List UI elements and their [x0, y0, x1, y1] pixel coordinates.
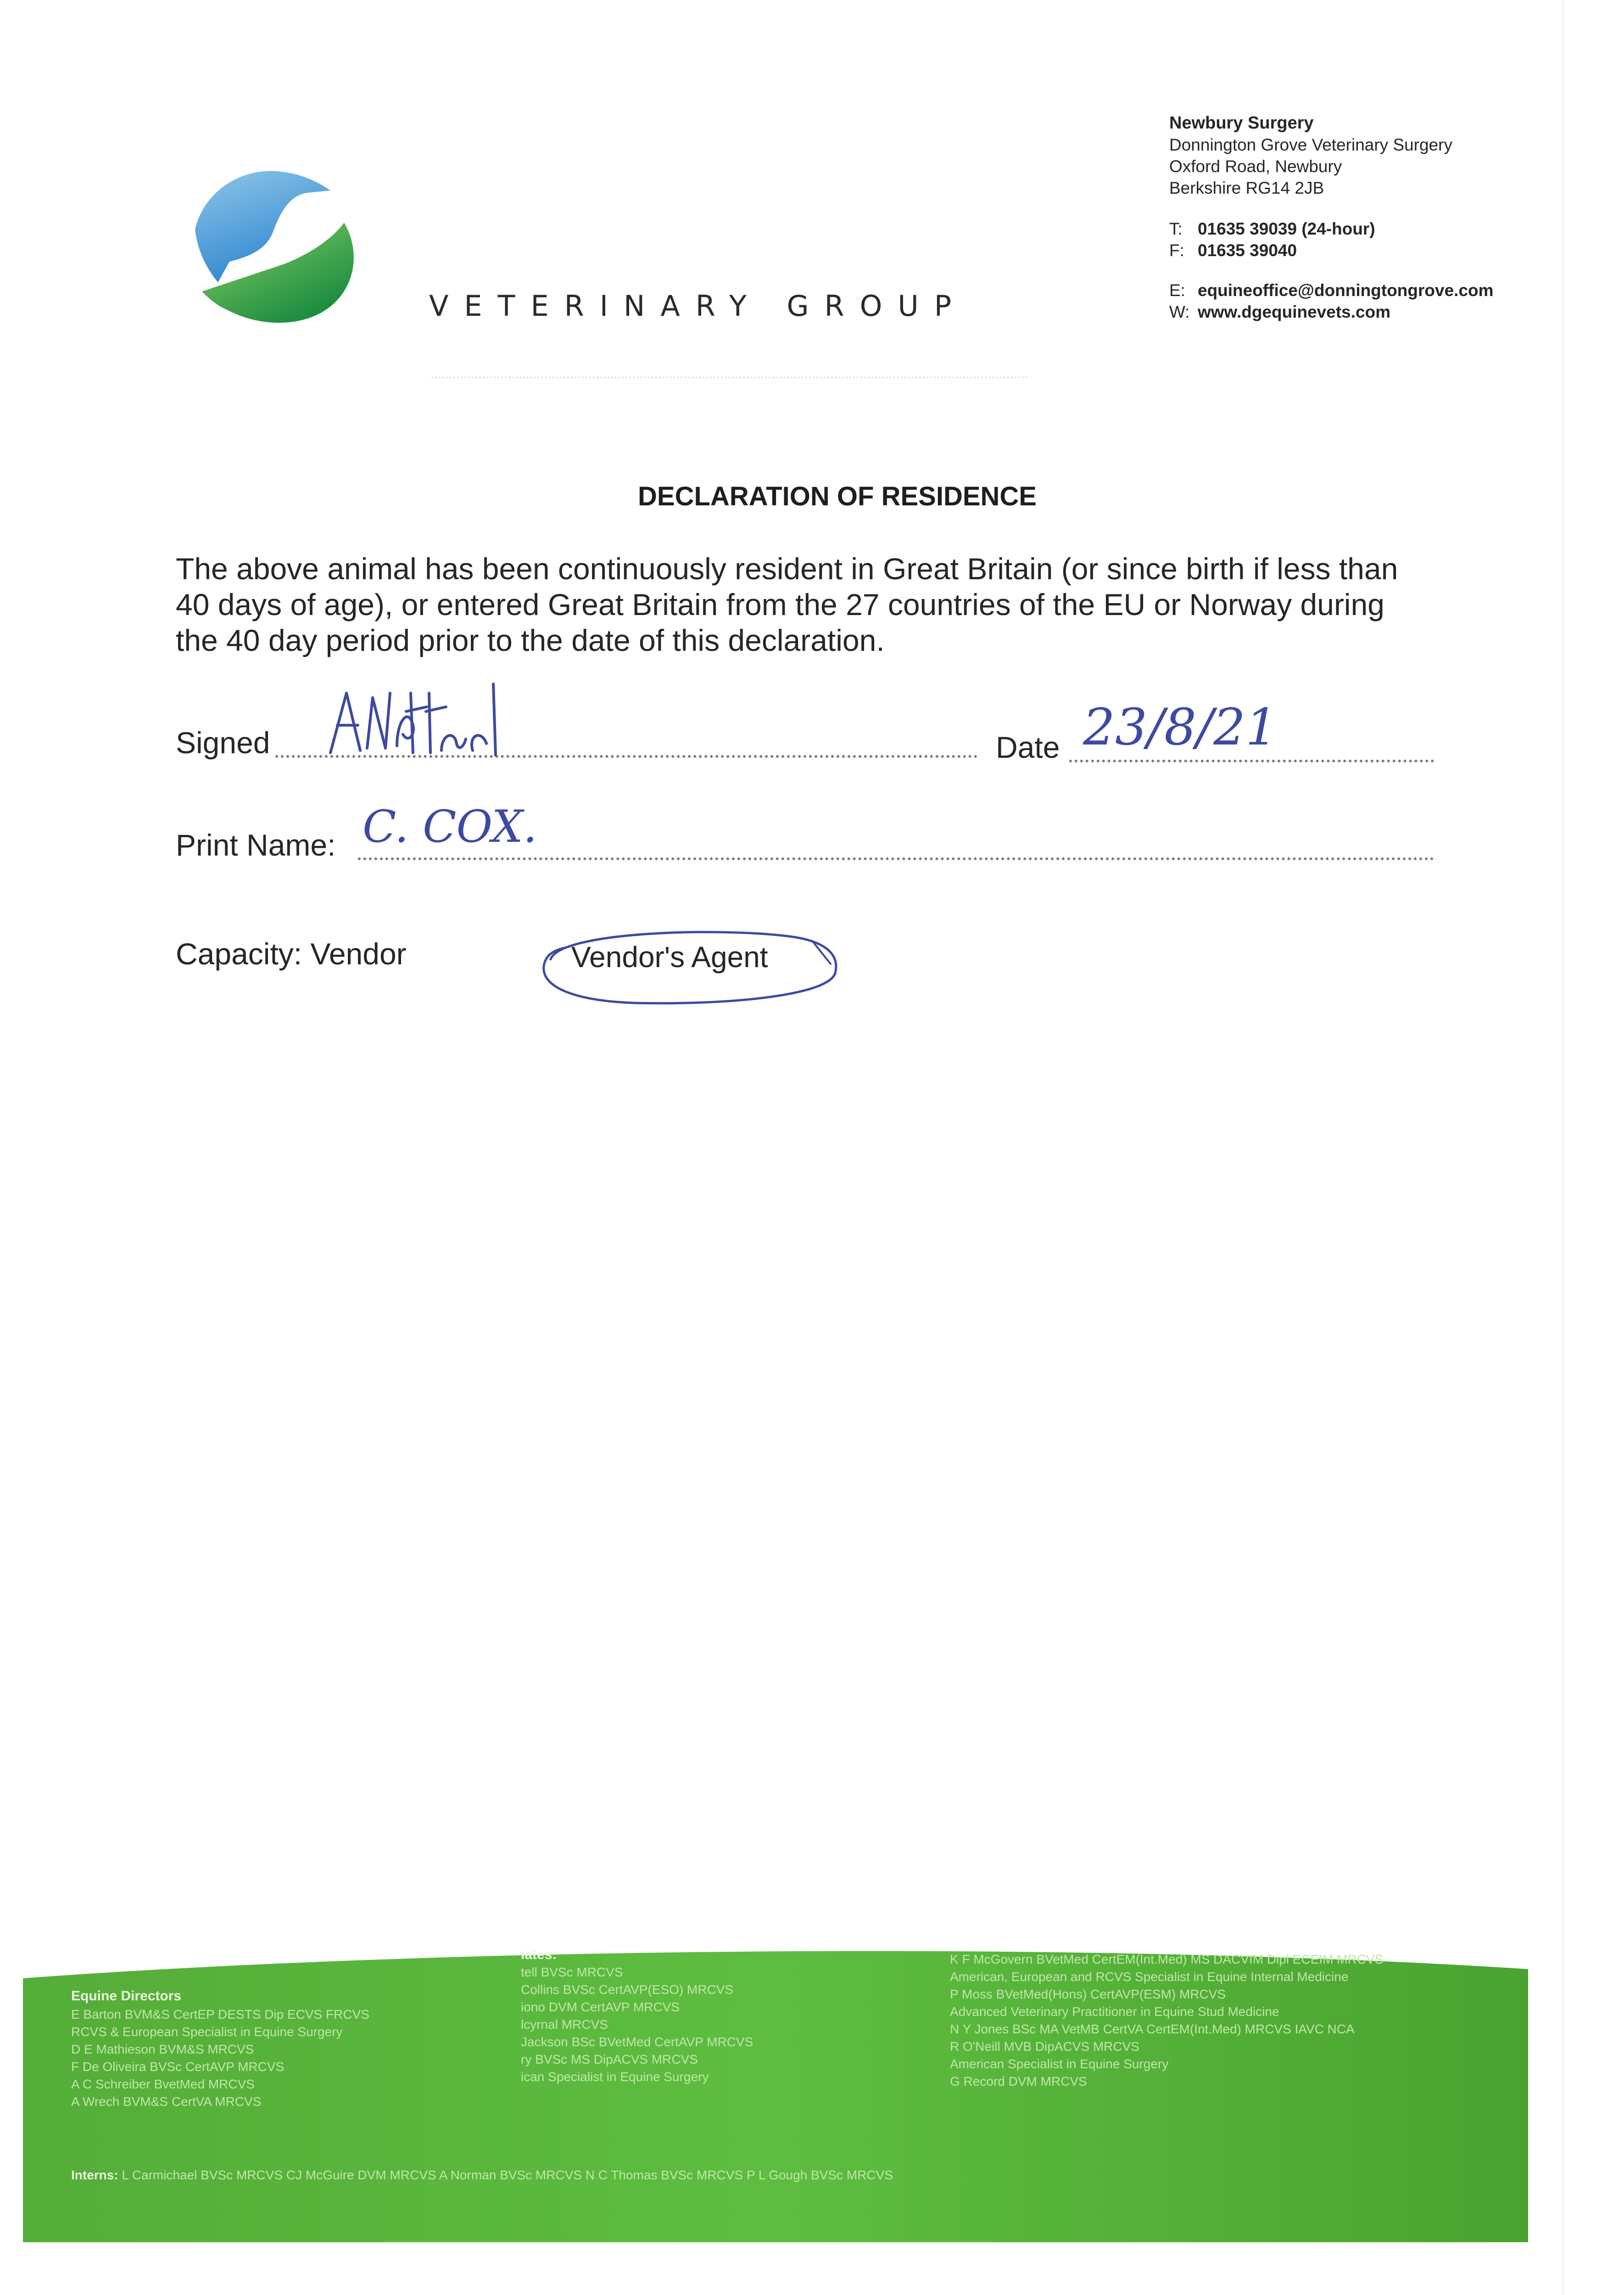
associate-3: iono DVM CertAVP MRCVS	[521, 2000, 680, 2014]
signed-label: Signed	[176, 726, 270, 760]
print-name-line	[358, 857, 1434, 860]
email-label: E:	[1169, 281, 1185, 300]
letterhead-divider	[431, 376, 1028, 378]
date-line	[1069, 760, 1434, 762]
capacity-label: Capacity: Vendor	[176, 937, 407, 971]
consultant-4: Advanced Veterinary Practitioner in Equine Stud Medicine	[950, 2004, 1279, 2019]
body-line-2: 40 days of age), or entered Great Britain from the 27 countries of the EU or Norway during	[176, 588, 1385, 621]
director-2: RCVS & European Specialist in Equine Surgery	[71, 2025, 343, 2039]
phone-line	[1169, 218, 1582, 240]
body-line-1: The above animal has been continuously resident in Great Britain (or since birth if less than	[176, 552, 1398, 586]
footer-associates-list	[521, 1964, 753, 2086]
consultant-7: American Specialist in Equine Surgery	[950, 2057, 1169, 2071]
director-3: D E Mathieson BVM&S MRCVS	[71, 2042, 254, 2056]
address-line-1: Donnington Grove Veterinary Surgery	[1169, 135, 1453, 154]
phone-label: T:	[1169, 219, 1183, 238]
consultant-6: R O'Neill MVB DipACVS MRCVS	[950, 2039, 1139, 2054]
associate-4: lcyrnal MRCVS	[521, 2017, 608, 2032]
footer-interns-line	[71, 2166, 893, 2184]
document-title-text: DECLARATION OF RESIDENCE	[638, 481, 1037, 511]
associate-2: Collins BVSc CertAVP(ESO) MRCVS	[521, 1982, 734, 1997]
consultant-3: P Moss BVetMed(Hons) CertAVP(ESM) MRCVS	[950, 1987, 1226, 2001]
footer-associates-heading: iates:	[521, 1947, 557, 1962]
director-1: E Barton BVM&S CertEP DESTS Dip ECVS FRCVS	[71, 2007, 369, 2021]
associate-6: ry BVSc MS DipACVS MRCVS	[521, 2052, 698, 2066]
print-name-label: Print Name:	[176, 828, 336, 862]
consultant-8: G Record DVM MRCVS	[950, 2074, 1087, 2088]
veterinary-group-logo	[193, 158, 363, 328]
document-title	[0, 481, 1624, 512]
associate-1: tell BVSc MRCVS	[521, 1965, 623, 1979]
capacity-vendors-agent: Vendor's Agent	[571, 940, 768, 974]
director-5: A C Schreiber BvetMed MRCVS	[71, 2077, 255, 2091]
declaration-body	[176, 551, 1451, 658]
email-address: equineoffice@donningtongrove.com	[1198, 281, 1494, 300]
fax-line	[1169, 240, 1582, 261]
handwritten-print-name: C. COX.	[363, 801, 537, 852]
consultant-5: N Y Jones BSc MA VetMB CertVA CertEM(Int.Med) MRCVS IAVC NCA	[950, 2022, 1355, 2036]
surgery-name: Newbury Surgery	[1169, 113, 1314, 133]
footer-interns-label: Interns:	[71, 2168, 118, 2182]
body-line-3: the 40 day period prior to the date of this declaration.	[176, 623, 885, 657]
handwritten-signature	[321, 675, 514, 767]
web-line	[1169, 301, 1582, 323]
phone-number: 01635 39039 (24-hour)	[1198, 219, 1375, 238]
director-6: A Wrech BVM&S CertVA MRCVS	[71, 2094, 262, 2109]
address-line-2: Oxford Road, Newbury	[1169, 157, 1342, 176]
email-line	[1169, 280, 1582, 301]
associate-7: ican Specialist in Equine Surgery	[521, 2070, 709, 2084]
consultant-2: American, European and RCVS Specialist in Equine Internal Medicine	[950, 1970, 1349, 1984]
footer-interns-names: L Carmichael BVSc MRCVS CJ McGuire DVM MRCVS A Norman BVSc MRCVS N C Thomas BVSc MRCVS P L Gough BVSc MRCVS	[122, 2168, 893, 2182]
footer-directors-heading: Equine Directors	[71, 1988, 182, 2004]
web-address: www.dgequinevets.com	[1198, 302, 1391, 321]
address-line-3: Berkshire RG14 2JB	[1169, 179, 1324, 197]
associate-5: Jackson BSc BVetMed CertAVP MRCVS	[521, 2035, 753, 2049]
letterhead-title: VETERINARY GROUP	[429, 289, 967, 323]
footer-consultants-list	[950, 1951, 1383, 2090]
date-label: Date	[996, 730, 1060, 764]
handwritten-date: 23/8/21	[1083, 698, 1278, 756]
fax-label: F:	[1169, 241, 1184, 260]
fax-number: 01635 39040	[1198, 241, 1297, 260]
footer-directors-list	[71, 2006, 369, 2110]
address-block	[1169, 112, 1582, 323]
web-label: W:	[1169, 302, 1190, 321]
consultant-1: K F McGovern BVetMed CertEM(Int.Med) MS DACVIM Dipl ECEIM MRCVS	[950, 1952, 1384, 1966]
director-4: F De Oliveira BVSc CertAVP MRCVS	[71, 2060, 285, 2074]
